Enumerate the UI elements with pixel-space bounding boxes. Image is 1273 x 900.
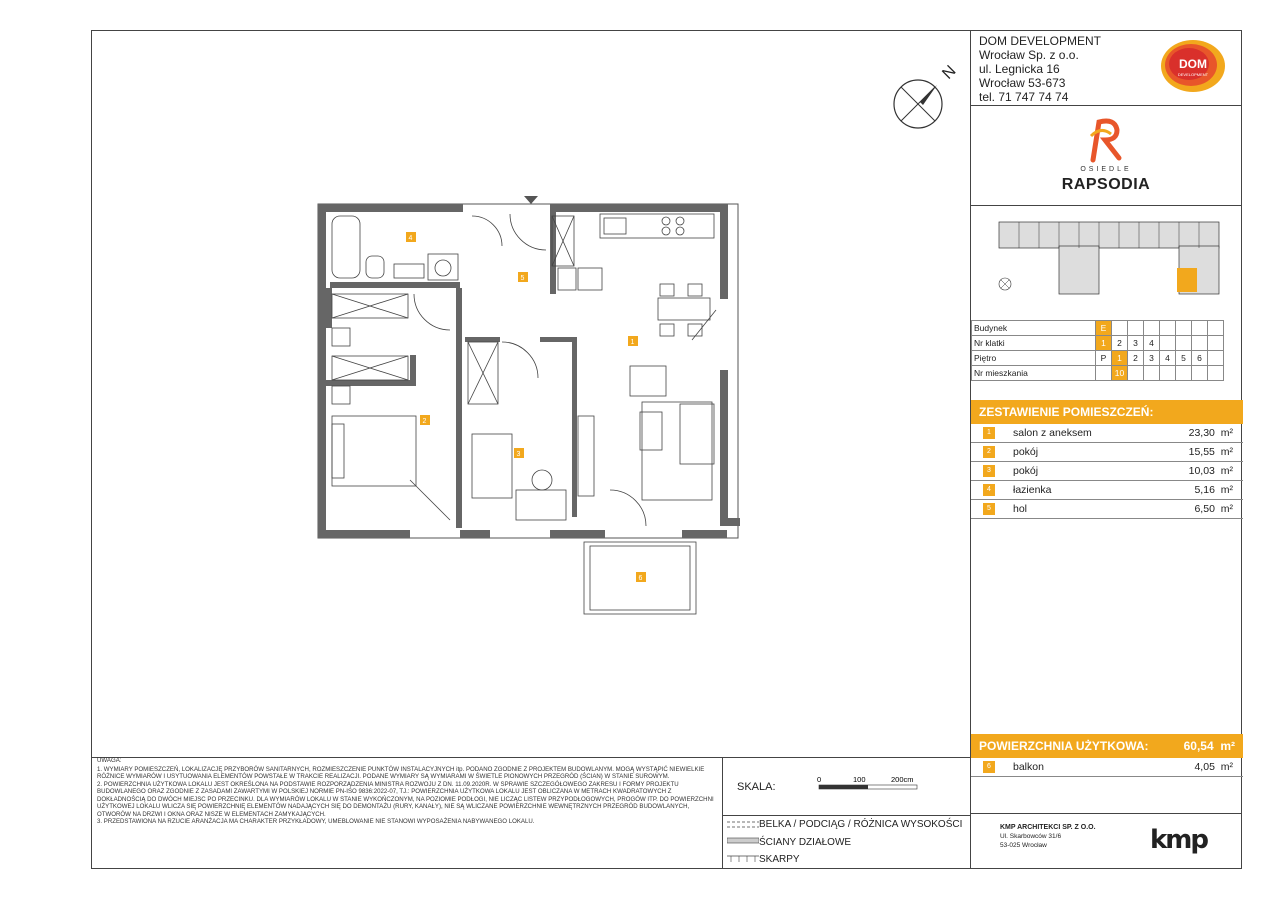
note-item: 3. PRZEDSTAWIONA NA RZUCIE ARANŻACJA MA CHARAKTER PRZYKŁADOWY, UMEBLOWANIE NIE STANOWI WYPOSAŻENIA NABYWANEGO LOKALU.	[97, 818, 535, 825]
room-row	[971, 462, 1243, 481]
floor-plan	[310, 190, 750, 620]
scale-tick-0: 0	[817, 775, 822, 784]
scale-tick-100: 100	[853, 775, 866, 784]
apartment-number: 10	[1112, 366, 1128, 381]
room-number-2: 2	[422, 418, 427, 425]
apartment-label: Nr mieszkania	[972, 366, 1096, 381]
staircase-3: 3	[1128, 336, 1144, 351]
floor-3: 3	[1144, 351, 1160, 366]
balcony-name: balkon	[1013, 761, 1044, 773]
balcony-area: 4,05	[1194, 761, 1215, 773]
balcony-unit: m²	[1220, 761, 1233, 773]
company-line-2: Wrocław Sp. z o.o.	[979, 48, 1079, 62]
room-name: hol	[1013, 503, 1028, 515]
site-plan	[989, 212, 1239, 302]
legend-slope-icon	[727, 854, 759, 864]
room-num: 2	[983, 446, 995, 458]
company-phone: tel. 71 747 74 74	[979, 90, 1069, 104]
info-panel	[970, 30, 1242, 869]
compass	[890, 74, 960, 144]
company-address	[979, 34, 1101, 104]
architect-name: KMP ARCHITEKCI SP. Z O.O.	[1000, 824, 1096, 831]
staircase-label: Nr klatki	[972, 336, 1096, 351]
rapsodia-logo	[1031, 116, 1181, 196]
company-line-4: Wrocław 53-673	[979, 76, 1066, 90]
room-row	[971, 500, 1243, 519]
room-name: pokój	[1013, 465, 1039, 477]
room-unit: m²	[1220, 446, 1233, 458]
room-num: 4	[983, 484, 995, 496]
room-area: 6,50	[1194, 503, 1215, 515]
svg-text:DEVELOPMENT: DEVELOPMENT	[1177, 72, 1209, 77]
staircase-4: 4	[1144, 336, 1160, 351]
scale-label: SKALA:	[737, 781, 776, 793]
balcony-row	[971, 758, 1243, 777]
floor-2: 2	[1128, 351, 1144, 366]
company-line-3: ul. Legnicka 16	[979, 62, 1060, 76]
project-name: RAPSODIA	[1061, 176, 1151, 193]
divider	[971, 813, 1242, 814]
usable-area-bar	[971, 734, 1243, 758]
usable-area-value: 60,54	[1183, 739, 1214, 753]
staircase-1: 1	[1096, 336, 1112, 351]
room-num: 1	[983, 427, 995, 439]
project-sub: OSIEDLE	[1080, 166, 1132, 173]
kmp-logo: kmp	[1150, 825, 1207, 855]
room-row	[971, 481, 1243, 500]
room-name: salon z aneksem	[1013, 427, 1092, 439]
company-name: DOM DEVELOPMENT	[979, 34, 1102, 48]
location-table	[971, 320, 1224, 381]
room-unit: m²	[1220, 484, 1233, 496]
floor-6: 6	[1192, 351, 1208, 366]
legend-beam: BELKA / PODCIĄG / RÓŻNICA WYSOKOŚCI	[759, 819, 963, 830]
legend-wall-icon	[727, 837, 759, 845]
divider	[971, 205, 1242, 206]
room-row	[971, 424, 1243, 443]
room-number-3: 3	[516, 451, 521, 458]
room-number-4: 4	[408, 235, 413, 242]
rooms-summary-title: ZESTAWIENIE POMIESZCZEŃ:	[971, 400, 1243, 424]
usable-area-label: POWIERZCHNIA UŻYTKOWA:	[979, 739, 1149, 753]
room-area: 10,03	[1188, 465, 1215, 477]
legend-box	[722, 757, 971, 869]
floor-1: 1	[1112, 351, 1128, 366]
scale-bar	[817, 773, 937, 795]
architect-address-1: Ul. Skarbowców 31/6	[1000, 833, 1062, 840]
divider	[723, 815, 971, 816]
room-unit: m²	[1220, 465, 1233, 477]
rapsodia-mark-icon	[1031, 116, 1181, 166]
room-area: 23,30	[1188, 427, 1215, 439]
room-name: łazienka	[1013, 484, 1052, 496]
room-row	[971, 443, 1243, 462]
floor-4: 4	[1160, 351, 1176, 366]
floor-5: 5	[1176, 351, 1192, 366]
building-label: Budynek	[972, 321, 1096, 336]
divider	[971, 105, 1242, 106]
balcony-num: 6	[983, 761, 995, 773]
architect-address-2: 53-025 Wrocław	[1000, 842, 1047, 849]
notes-title: UWAGA:	[97, 757, 122, 764]
room-number-6: 6	[638, 575, 643, 582]
dom-development-logo	[1157, 38, 1229, 94]
room-number-5: 5	[520, 275, 525, 282]
note-item: 1. WYMIARY POMIESZCZEŃ, LOKALIZACJĘ PRZYBORÓW SANITARNYCH, ROZMIESZCZENIE PUNKTÓW INSTALACYJNYCH itp. PODANO ZGODNIE Z PROJEKTEM BUDOWLANYM. MOGĄ WYSTĄPIĆ NIEWIELKIE RÓŻNICE WYMIARÓW I USYTUOWANIA ELEMENTÓW POWSTAŁE W TRAKCIE REALIZACJI. PODANE WYMIARY SĄ WYMIARAMI W ŚWIETLE PIONOWYCH PRZEGRÓD (ŚCIAN) W STANIE SUROWYM.	[97, 765, 705, 780]
legend-walls: ŚCIANY DZIAŁOWE	[759, 837, 852, 848]
room-area: 5,16	[1194, 484, 1215, 496]
scale-tick-200: 200cm	[891, 775, 914, 784]
note-item: 2. POWIERZCHNIA UŻYTKOWA LOKALU JEST OKREŚLONA NA PODSTAWIE ROZPORZĄDZENIA MINISTRA ROZWOJU Z DN. 11.09.2020R. W SPRAWIE SZCZEGÓŁOWEGO ZAKRESU I FORMY PROJEKTU BUDOWLANEGO ORAZ ZGODNIE Z ZASADAMI ZAWARTYMI W POLSKIEJ NORMIE PN-ISO 9836:2022-07, TJ.: POWIERZCHNIA UŻYTKOWA LOKALU JEST OBLICZANA W METRACH KWADRATOWYCH Z DOKŁADNOŚCIĄ DO DWÓCH MIEJSC PO PRZECINKU. DLA WYMIARÓW LOKALU W STANIE WYKOŃCZONYM, NA POZIOMIE PODŁOGI, NIE LICZĄC LISTEW PRZYPODŁOGOWYCH, PROGÓW ITP. DO POWIERZCHNI UŻYTKOWEJ LOKALU WLICZA SIĘ POWIERZCHNIĘ ELEMENTÓW NADAJĄCYCH SIĘ DO DEMONTAŻU (RURY, KANAŁY), NIE SĄ WLICZANE POWIERZCHNIE WEWNĘTRZNYCH PRZEGRÓD BUDOWLANYCH, OTWORÓW NA DRZWI I OKNA ORAZ NISZE W ELEMENTACH ZAMYKAJĄCYCH.	[97, 780, 714, 818]
compass-label: N	[939, 62, 960, 83]
room-area: 15,55	[1188, 446, 1215, 458]
staircase-2: 2	[1112, 336, 1128, 351]
legend-beam-icon	[727, 819, 759, 829]
svg-text:DOM: DOM	[1179, 57, 1207, 71]
building-value: E	[1096, 321, 1112, 336]
floor-label: Piętro	[972, 351, 1096, 366]
room-num: 3	[983, 465, 995, 477]
floor-p: P	[1096, 351, 1112, 366]
legend-slopes: SKARPY	[759, 854, 800, 865]
architect-info	[1000, 823, 1096, 850]
room-num: 5	[983, 503, 995, 515]
room-unit: m²	[1220, 503, 1233, 515]
room-name: pokój	[1013, 446, 1039, 458]
notes	[91, 757, 721, 826]
usable-area-unit: m²	[1220, 739, 1235, 753]
room-unit: m²	[1220, 427, 1233, 439]
room-number-1: 1	[630, 339, 635, 346]
